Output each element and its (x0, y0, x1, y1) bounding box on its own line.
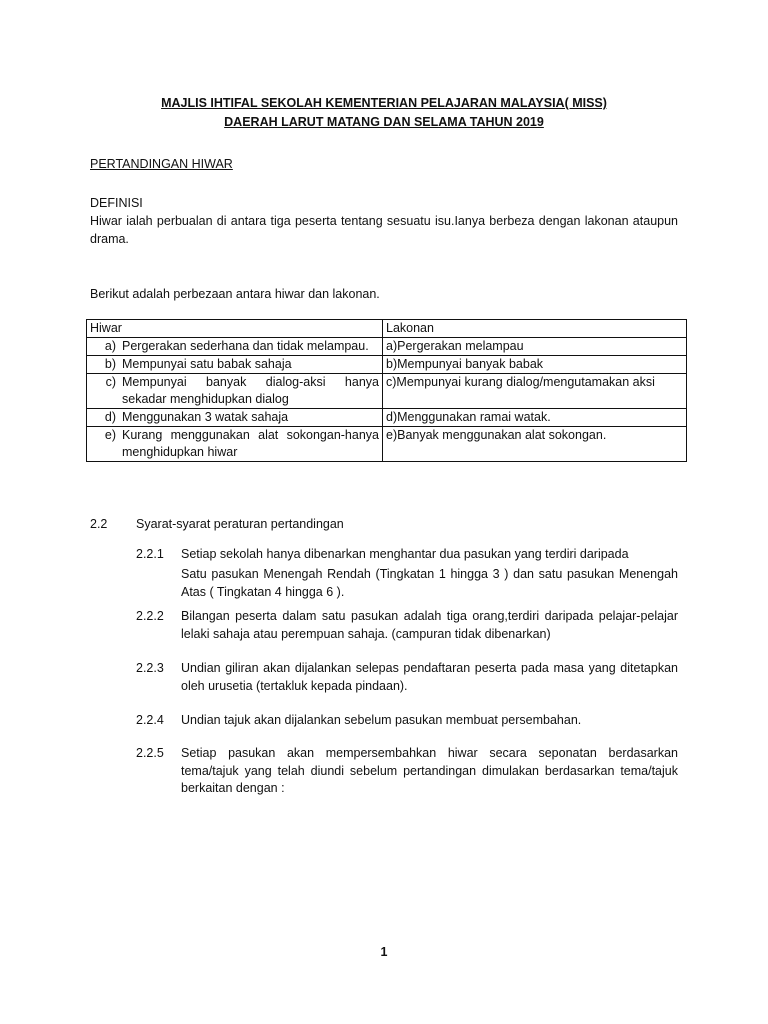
lakonan-cell: b)Mempunyai banyak babak (383, 356, 687, 374)
comparison-intro: Berikut adalah perbezaan antara hiwar dan lakonan. (90, 287, 380, 301)
comparison-table (86, 319, 687, 462)
rule-text: Bilangan peserta dalam satu pasukan adalah tiga orang,terdiri daripada pelajar-pelajar lelaki sahaja atau perempuan sahaja. (campuran tidak dibenarkan) (181, 609, 678, 641)
hiwar-cell: Mempunyai satu babak sahaja (122, 357, 292, 371)
rule-text: Setiap pasukan akan mempersembahkan hiwar secara seponatan berdasarkan tema/tajuk yang telah diundi sebelum pertandingan dimulakan berdasarkan tema/tajuk berkaitan dengan : (181, 746, 678, 795)
hiwar-cell: Pergerakan sederhana dan tidak melampau. (122, 339, 369, 353)
table-row (87, 409, 687, 427)
lakonan-cell: d)Menggunakan ramai watak. (383, 409, 687, 427)
rule-number: 2.2.5 (136, 746, 164, 760)
header-hiwar: Hiwar (87, 320, 383, 338)
table-header-row (87, 320, 687, 338)
rule-text: Undian giliran akan dijalankan selepas pendaftaran peserta pada masa yang ditetapkan oleh urusetia (tertakluk kepada pindaan). (181, 661, 678, 693)
document-title-line-1: MAJLIS IHTIFAL SEKOLAH KEMENTERIAN PELAJARAN MALAYSIA( MISS) (161, 96, 607, 110)
definition-label: DEFINISI (90, 196, 143, 210)
rule-number: 2.2.4 (136, 713, 164, 727)
document-title-line-2: DAERAH LARUT MATANG DAN SELAMA TAHUN 2019 (224, 115, 544, 129)
hiwar-cell: Mempunyai banyak dialog-aksi hanya sekadar menghidupkan dialog (122, 375, 379, 406)
rule-text-line-2: Satu pasukan Menengah Rendah (Tingkatan 1 hingga 3 ) dan satu pasukan Menengah Atas ( Tingkatan 4 hingga 6 ). (181, 567, 678, 599)
row-marker: e) (104, 428, 116, 442)
table-row (87, 374, 687, 409)
lakonan-cell: a)Pergerakan melampau (383, 338, 687, 356)
table-row (87, 338, 687, 356)
rules-section-number: 2.2 (90, 517, 108, 531)
row-marker: c) (105, 375, 116, 389)
hiwar-cell: Menggunakan 3 watak sahaja (122, 410, 289, 424)
definition-text: Hiwar ialah perbualan di antara tiga peserta tentang sesuatu isu.Ianya berbeza dengan lakonan ataupun drama. (90, 214, 678, 246)
rules-section-title: Syarat-syarat peraturan pertandingan (136, 517, 344, 531)
row-marker: d) (104, 410, 116, 424)
page-number: 1 (380, 945, 388, 959)
table-row (87, 427, 687, 462)
rule-text-line-1: Setiap sekolah hanya dibenarkan menghantar dua pasukan yang terdiri daripada (181, 547, 629, 561)
rule-number: 2.2.3 (136, 661, 164, 675)
lakonan-cell: e)Banyak menggunakan alat sokongan. (383, 427, 687, 462)
rule-number: 2.2.2 (136, 609, 164, 623)
section-heading: PERTANDINGAN HIWAR (90, 157, 233, 171)
header-lakonan: Lakonan (383, 320, 687, 338)
lakonan-cell: c)Mempunyai kurang dialog/mengutamakan aksi (383, 374, 687, 409)
rule-number: 2.2.1 (136, 547, 164, 561)
hiwar-cell: Kurang menggunakan alat sokongan-hanya menghidupkan hiwar (122, 428, 379, 459)
table-row (87, 356, 687, 374)
row-marker: b) (104, 357, 116, 371)
row-marker: a) (104, 339, 116, 353)
rule-text: Undian tajuk akan dijalankan sebelum pasukan membuat persembahan. (181, 713, 582, 727)
